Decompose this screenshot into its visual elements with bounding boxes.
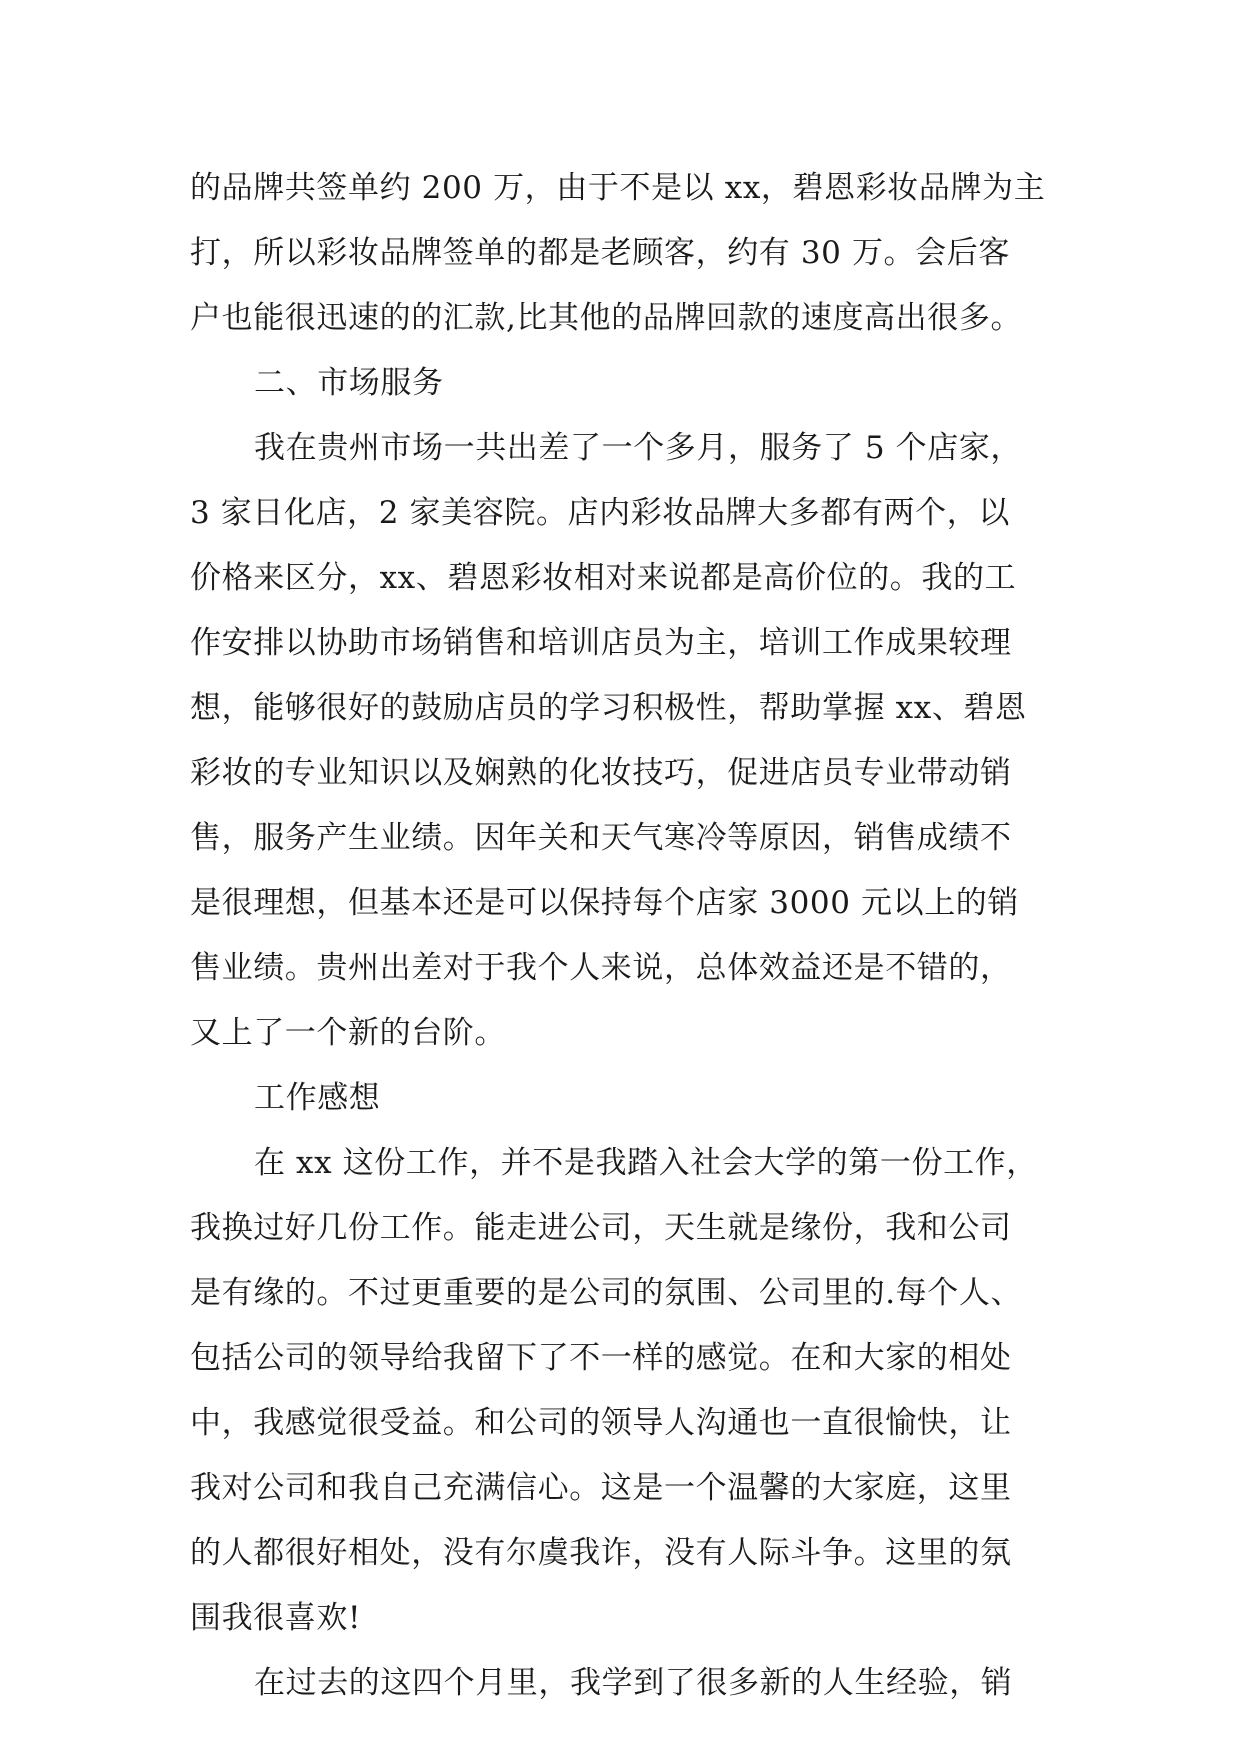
text-line: 打，所以彩妆品牌签单的都是老顾客，约有 30 万。会后客 xyxy=(190,235,1010,271)
text-line: 中，我感觉很受益。和公司的领导人沟通也一直很愉快，让 xyxy=(190,1405,1012,1441)
text-line: 我换过好几份工作。能走进公司，天生就是缘份，我和公司 xyxy=(190,1210,1012,1246)
text-line: 价格来区分，xx、碧恩彩妆相对来说都是高价位的。我的工 xyxy=(190,560,1017,596)
text-line: 彩妆的专业知识以及娴熟的化妆技巧，促进店员专业带动销 xyxy=(190,755,1012,791)
body-text xyxy=(190,156,1090,1716)
text-line: 工作感想 xyxy=(254,1080,381,1116)
text-line: 是很理想，但基本还是可以保持每个店家 3000 元以上的销 xyxy=(190,885,1019,921)
text-line: 的品牌共签单约 200 万，由于不是以 xx，碧恩彩妆品牌为主 xyxy=(190,170,1046,206)
text-line: 售，服务产生业绩。因年关和天气寒冷等原因，销售成绩不 xyxy=(190,820,1012,856)
text-line: 3 家日化店，2 家美容院。店内彩妆品牌大多都有两个，以 xyxy=(190,495,1010,531)
text-line: 围我很喜欢! xyxy=(190,1600,362,1636)
text-line: 在 xx 这份工作，并不是我踏入社会大学的第一份工作， xyxy=(254,1145,1038,1181)
text-line: 售业绩。贵州出差对于我个人来说，总体效益还是不错的， xyxy=(190,950,1012,986)
text-line: 包括公司的领导给我留下了不一样的感觉。在和大家的相处 xyxy=(190,1340,1012,1376)
text-line: 户也能很迅速的的汇款,比其他的品牌回款的速度高出很多。 xyxy=(190,300,1023,336)
text-line: 作安排以协助市场销售和培训店员为主，培训工作成果较理 xyxy=(190,625,1012,661)
text-line: 又上了一个新的台阶。 xyxy=(190,1015,506,1051)
text-line: 二、市场服务 xyxy=(254,365,444,401)
text-line: 想，能够很好的鼓励店员的学习积极性，帮助掌握 xx、碧恩 xyxy=(190,690,1027,726)
text-line: 我对公司和我自己充满信心。这是一个温馨的大家庭，这里 xyxy=(190,1470,1012,1506)
text-line: 的人都很好相处，没有尔虞我诈，没有人际斗争。这里的氛 xyxy=(190,1535,1012,1571)
text-line: 我在贵州市场一共出差了一个多月，服务了 5 个店家， xyxy=(254,430,1023,466)
text-line: 是有缘的。不过更重要的是公司的氛围、公司里的.每个人、 xyxy=(190,1275,1023,1311)
text-line: 在过去的这四个月里，我学到了很多新的人生经验，销 xyxy=(254,1665,1013,1701)
